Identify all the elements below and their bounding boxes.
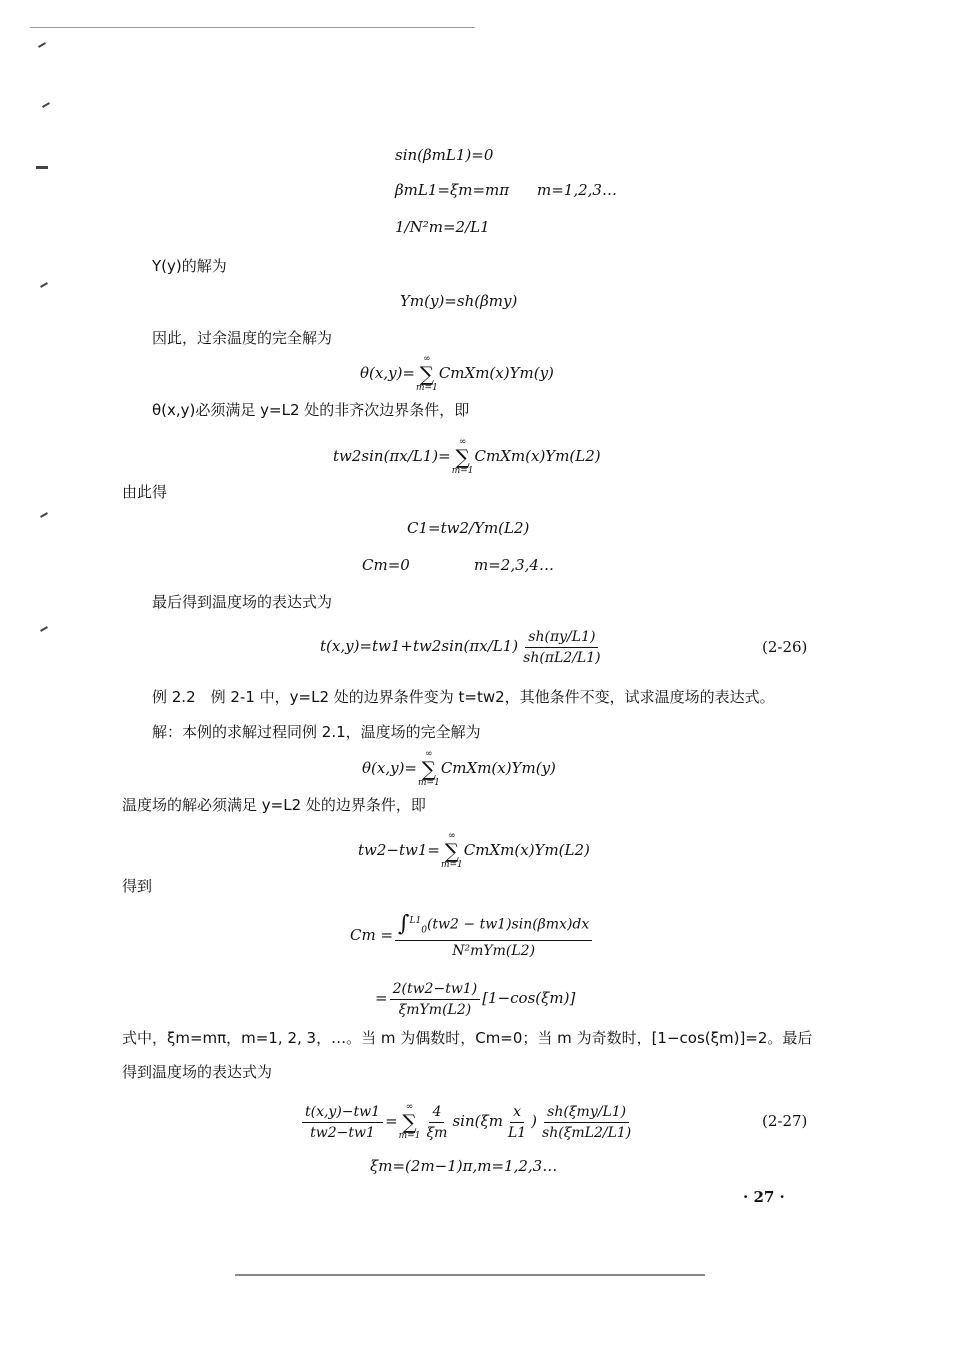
equation-theta-2-rhs: CmXm(x)Ym(y) [440,759,556,777]
equation-theta-rhs: CmXm(x)Ym(y) [438,364,554,382]
equation-theta-2 [362,750,556,788]
fraction: $\frac{\text{sh(ξmy/L1)}}{\text{sh(ξmL2/L1)}}$ [542,1103,632,1141]
fraction: $\frac{sh(\pi y/L1)}{sh(\pi L2/L1)}$ [523,628,601,666]
equation-y: Ym(y)=sh(βmy) [400,292,518,310]
equation-beta: βmL1=ξm=mπ [395,181,510,199]
equation-cm-zero: Cm=0 [362,556,410,574]
equation-cm [350,912,594,960]
text-get: 得到 [122,877,153,895]
equals-sign: = [385,1112,398,1130]
equation-theta-2-lhs: θ(x,y)= [362,759,418,777]
equation-c1: C1=tw2/Ym(L2) [407,519,530,537]
sin-argument-close: ) [531,1112,538,1130]
equation-number-2-27: (2-27) [762,1112,808,1130]
equation-cm-range: m=2,3,4… [474,556,554,574]
text-where: 式中，ξm=mπ，m=1, 2, 3，…。当 m 为偶数时，Cm=0；当 m 为奇数时，[1−cos(ξm)]=2。最后 [122,1029,813,1047]
scan-mark [40,512,48,518]
sum-symbol: ∞ ∑ m=1 [451,437,474,476]
sum-symbol: ∞ ∑ m=1 [440,831,463,870]
scan-mark [40,282,48,288]
equation-bc-rhs: CmXm(x)Ym(L2) [474,447,601,465]
bottom-rule [235,1274,705,1276]
fraction: $\frac{t(x,y)-tw1}{tw2-tw1}$ [302,1103,383,1142]
top-rule [30,27,475,28]
scan-mark [36,166,48,169]
text-theta-intro: 因此，过余温度的完全解为 [152,329,333,347]
equation-norm: 1/N²m=2/L1 [395,218,490,236]
equation-cm-lhs: Cm = [350,926,394,945]
equation-bc-2-rhs: CmXm(x)Ym(L2) [463,841,590,859]
equation-theta-lhs: θ(x,y)= [360,364,416,382]
text-final-2: 得到温度场的表达式为 [122,1063,273,1081]
sum-symbol: ∞ ∑ m=1 [398,1102,421,1141]
page-number: · 27 · [743,1188,785,1206]
equation-bc-2-lhs: tw2−tw1= [358,841,440,859]
equation-bc-lhs: tw2sin(πx/L1)= [333,447,451,465]
scan-mark [38,42,46,48]
text-final-1: 最后得到温度场的表达式为 [152,593,333,611]
equation-beta-range: m=1,2,3… [537,181,617,199]
equation-cm-2 [375,978,575,1019]
text-y-solution: Y(y)的解为 [152,257,227,275]
equation-sin: sin(βmL1)=0 [395,146,494,164]
text-hence: 由此得 [122,483,168,501]
fraction: $\frac{x}{L1}$ [507,1103,527,1141]
integral-symbol: ∫ [398,911,410,937]
sin-argument-open: (ξm [474,1112,503,1130]
sum-symbol: ∞ ∑ m=1 [416,354,438,393]
equation-number-2-26: (2-26) [762,638,808,656]
equation-bc-2 [358,832,590,870]
sum-symbol: ∞ ∑ m=1 [418,749,440,788]
text-boundary-condition-2: 温度场的解必须满足 y=L2 处的边界条件，即 [122,796,426,814]
equals-sign: = [375,989,388,1007]
equation-2-26-lhs: t(x,y)=tw1+tw2sin(πx/L1) [320,637,519,655]
scan-mark [42,102,50,108]
equation-2-27 [300,1098,636,1144]
equation-cm-2-rest: [1−cos(ξm)] [482,989,576,1007]
equation-bc [333,438,601,476]
text-solution: 解：本例的求解过程同例 2.1，温度场的完全解为 [152,723,481,741]
equation-xi: ξm=(2m−1)π,m=1,2,3… [370,1157,558,1175]
sin-function: sin [452,1112,475,1130]
scan-mark [40,626,48,632]
equation-theta [360,355,554,393]
fraction: $\frac{\int^{L1}_0(tw2 - tw1)\sin(\beta mx)dx}{\text{N²mYm(L2)}}$ [395,912,592,960]
text-example: 例 2.2 例 2-1 中，y=L2 处的边界条件变为 t=tw2，其他条件不变，试求温度场的表达式。 [152,688,775,706]
fraction: $\frac{2(tw2-tw1)}{\text{ξmYm(L2)}}$ [390,980,481,1019]
fraction: $\frac{4}{\xi m}$ [426,1103,448,1141]
text-boundary-condition: θ(x,y)必须满足 y=L2 处的非齐次边界条件，即 [152,401,470,419]
equation-2-26 [320,626,606,667]
